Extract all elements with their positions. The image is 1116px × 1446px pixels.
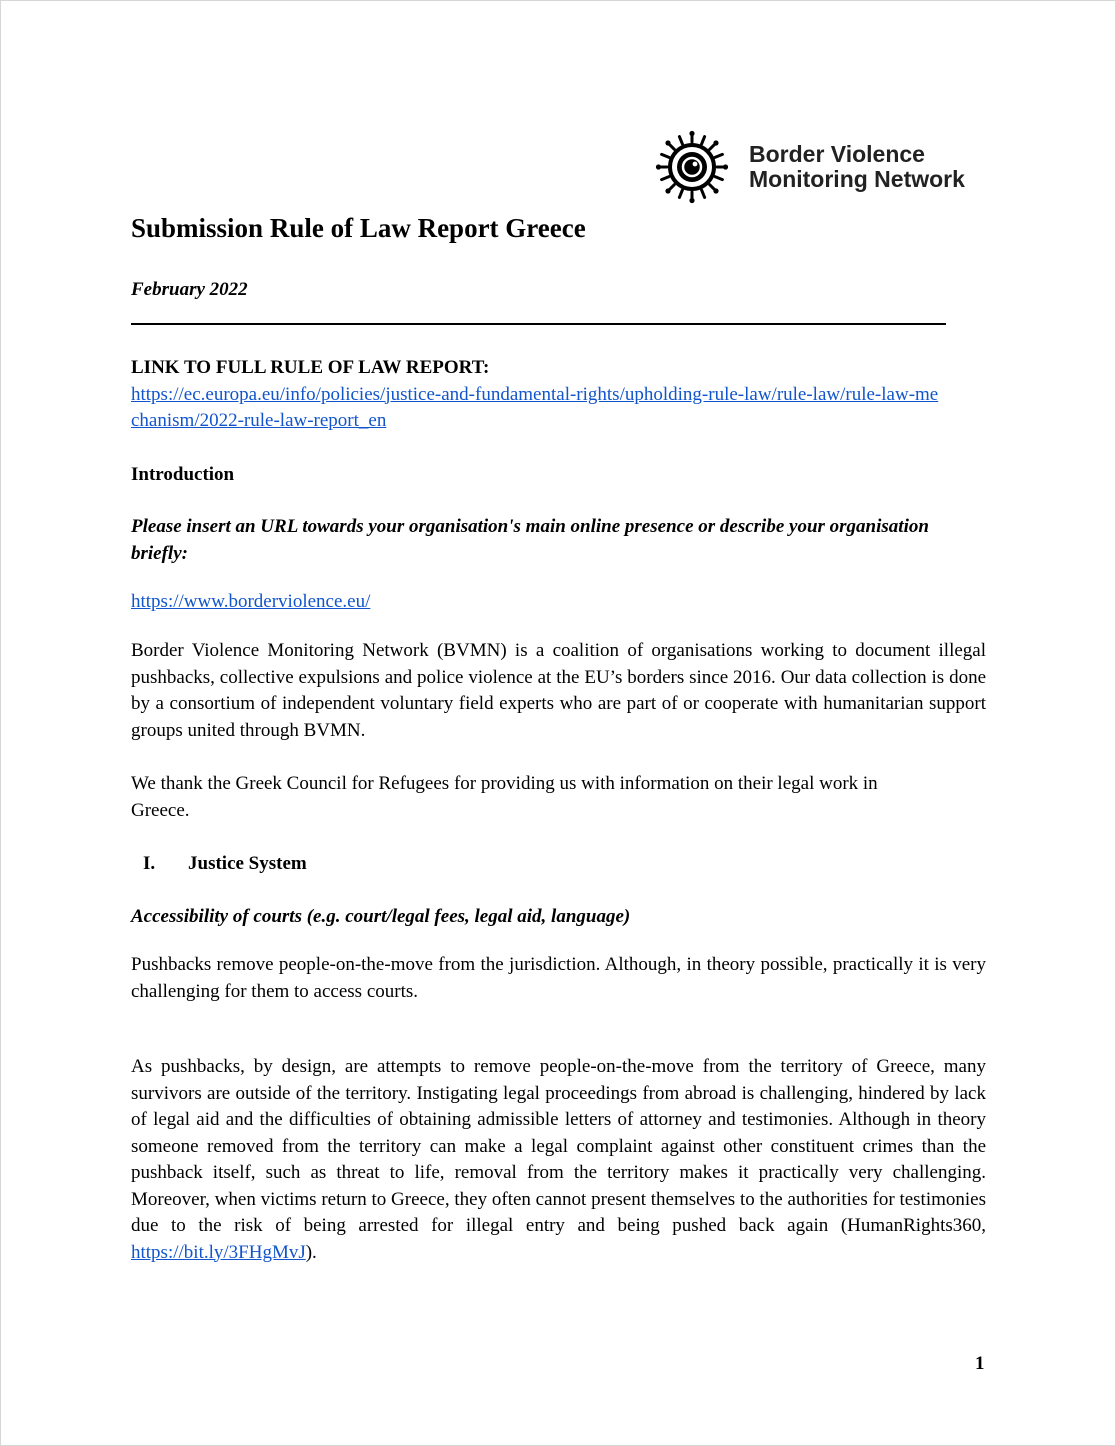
link-section — [131, 355, 986, 435]
acknowledgement-line-1: We thank the Greek Council for Refugees for providing us with information on their legal work in — [131, 773, 878, 794]
divider — [131, 323, 946, 325]
section-heading — [131, 851, 986, 878]
legal-proceedings-text: As pushbacks, by design, are attempts to remove people-on-the-move from the territory of Greece, many survivors are outside of the territory. Instigating legal proceedings from abroad is challenging, hindered by lack of legal aid and the difficulties of obtaining admissible letters of attorney and testimonies. Although in theory someone removed from the territory can make a legal complaint against other constituent crimes than the pushback itself, such as threat to life, removal from the territory makes it practically very challenging. Moreover, when victims return to Greece, they often cannot present themselves to the authorities for testimonies due to the risk of being arrested for illegal entry and being pushed back again (HumanRights360, — [131, 1056, 986, 1236]
humanrights360-link[interactable]: https://bit.ly/3FHgMvJ — [131, 1241, 306, 1263]
organisation-url-link[interactable]: https://www.borderviolence.eu/ — [131, 591, 371, 612]
logo-line-2: Monitoring Network — [749, 166, 965, 192]
page-title: Submission Rule of Law Report Greece — [131, 213, 586, 243]
acknowledgement-paragraph — [131, 771, 986, 824]
page-number: 1 — [975, 1353, 985, 1374]
organisation-logo — [655, 130, 965, 204]
link-section-heading: LINK TO FULL RULE OF LAW REPORT: — [131, 357, 490, 378]
section-title: Justice System — [188, 853, 307, 874]
introduction-prompt: Please insert an URL towards your organisation's main online presence or describe your organisation briefly: — [131, 516, 929, 564]
legal-proceedings-paragraph — [131, 1054, 986, 1266]
subsection-heading: Accessibility of courts (e.g. court/legal fees, legal aid, language) — [131, 906, 631, 927]
section-number: I. — [143, 853, 156, 874]
bvmn-aperture-icon — [655, 130, 729, 204]
pushbacks-paragraph: Pushbacks remove people-on-the-move from the jurisdiction. Although, in theory possible, practically it is very challenging for them to access courts. — [131, 954, 986, 1002]
introduction-heading: Introduction — [131, 464, 235, 485]
acknowledgement-line-2: Greece. — [131, 799, 190, 821]
legal-proceedings-end: ). — [305, 1241, 317, 1263]
full-report-link-line-2[interactable]: chanism/2022-rule-law-report_en — [131, 410, 387, 431]
organisation-url — [131, 589, 986, 616]
organisation-description: Border Violence Monitoring Network (BVMN) is a coalition of organisations working to document illegal pushbacks, collective expulsions and police violence at the EU’s borders since 2016. Our data collection is done by a consortium of independent voluntary field experts who are part of or cooperate with humanitarian support groups united through BVMN. — [131, 640, 986, 741]
report-date: February 2022 — [131, 279, 248, 300]
logo-wordmark — [749, 142, 965, 192]
full-report-link-line-1[interactable]: https://ec.europa.eu/info/policies/justice-and-fundamental-rights/upholding-rule-law/rule-law/rule-law-me — [131, 383, 939, 405]
logo-line-1: Border Violence — [749, 141, 925, 167]
